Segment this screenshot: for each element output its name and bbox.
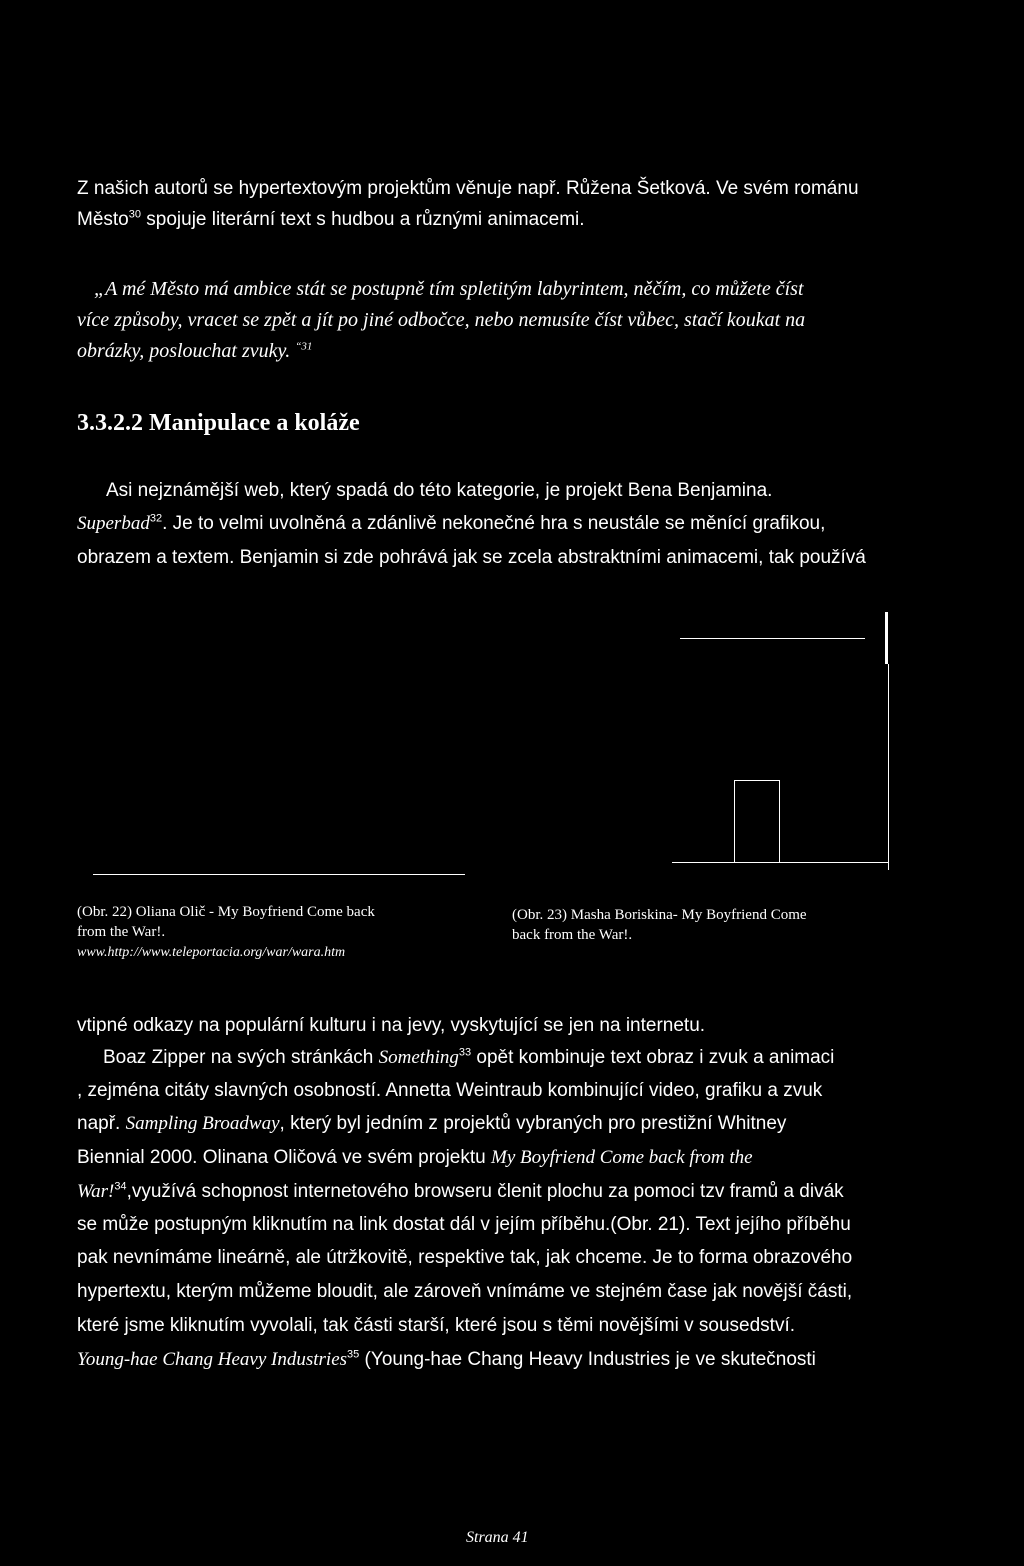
text-fragment: (Young-hae Chang Heavy Industries je ve skutečnosti [359, 1349, 816, 1370]
left-figure-caption-url[interactable]: www.http://www.teleportacia.org/war/wara.htm [77, 945, 346, 960]
paragraph-3-line-4 [77, 1112, 786, 1136]
paragraph-2-line-2 [77, 512, 825, 536]
work-title: Something [378, 1047, 459, 1068]
paragraph-1-line-2 [77, 208, 585, 232]
section-number: 3.3.2.2 [77, 410, 143, 436]
left-figure-caption-line-2: from the War!. [77, 924, 166, 940]
text-fragment: spojuje literární text s hudbou a různými animacemi. [146, 209, 585, 230]
footnote-ref: 30 [128, 208, 141, 221]
right-figure-caption-line-1: (Obr. 23) Masha Boriskina- My Boyfriend Come [512, 907, 807, 923]
work-title: Young-hae Chang Heavy Industries [77, 1349, 348, 1370]
paragraph-3-line-6 [77, 1180, 844, 1204]
paragraph-3-line-3: , zejména citáty slavných osobností. Annetta Weintraub kombinující video, grafiku a zvuk [77, 1080, 823, 1101]
figure-frame-edge-mark [885, 612, 888, 664]
work-title: My Boyfriend Come back from the [491, 1147, 753, 1168]
text-fragment: obrázky, poslouchat zvuky. [77, 340, 291, 362]
text-fragment: Biennial 2000. Olinana Oličová ve svém projektu [77, 1147, 492, 1168]
paragraph-3-line-2 [103, 1046, 834, 1070]
footnote-ref: 35 [347, 1348, 360, 1361]
section-heading [77, 410, 360, 437]
text-fragment: např. [77, 1113, 126, 1134]
paragraph-3-line-7: se může postupným kliknutím na link dostat dál v jejím příběhu.(Obr. 21). Text jejího příběhu [77, 1214, 851, 1235]
quote-line-1: „A mé Město má ambice stát se postupně tím spletitým labyrintem, něčím, co můžete číst [94, 278, 804, 300]
left-figure-caption-line-1: (Obr. 22) Oliana Olič - My Boyfriend Come back [77, 904, 375, 920]
paragraph-3-line-10: které jsme kliknutím vyvolali, tak části starší, které jsou s těmi novějšími v sousedství. [77, 1315, 796, 1336]
text-fragment: , který byl jedním z projektů vybraných pro prestižní Whitney [279, 1113, 787, 1134]
text-fragment: ,využívá schopnost internetového browseru členit plochu za pomoci tzv framů a divák [126, 1181, 844, 1202]
paragraph-3-line-5 [77, 1146, 753, 1170]
quote-line-3 [77, 339, 312, 363]
figure-box-right [779, 780, 780, 862]
footnote-ref: 34 [114, 1180, 127, 1193]
left-figure-bottom-line [93, 874, 465, 875]
paragraph-1-line-1: Z našich autorů se hypertextovým projektům věnuje např. Růžena Šetková. Ve svém románu [77, 178, 859, 199]
work-title: Superbad [77, 513, 150, 534]
paragraph-2-line-1: Asi nejznámější web, který spadá do této kategorie, je projekt Bena Benjamina. [106, 480, 773, 501]
figure-frame-bottom-line [672, 862, 889, 863]
paragraph-3-line-11 [77, 1348, 816, 1372]
page-number: Strana 41 [466, 1529, 529, 1546]
text-fragment: Boaz Zipper na svých stránkách [103, 1047, 379, 1068]
section-title: Manipulace a koláže [149, 410, 360, 436]
figure-box-top [734, 780, 780, 781]
figure-box-left [734, 780, 735, 862]
paragraph-3-line-1: vtipné odkazy na populární kulturu i na jevy, vyskytující se jen na internetu. [77, 1015, 706, 1036]
text-fragment: opět kombinuje text obraz i zvuk a animaci [471, 1047, 835, 1068]
right-figure-caption-line-2: back from the War!. [512, 927, 633, 943]
footnote-ref: “31 [295, 340, 313, 353]
work-title: Sampling Broadway [125, 1113, 280, 1134]
paragraph-2-line-3: obrazem a textem. Benjamin si zde pohrává jak se zcela abstraktními animacemi, tak používá [77, 547, 866, 568]
paragraph-3-line-9: hypertextu, kterým můžeme bloudit, ale zároveň vnímáme ve stejném čase jak novější části, [77, 1281, 853, 1302]
quote-line-2: více způsoby, vracet se zpět a jít po jiné odbočce, nebo nemusíte číst vůbec, stačí koukat na [77, 309, 806, 331]
figure-frame-right-line [888, 664, 889, 870]
figure-frame-top-line [680, 638, 865, 639]
work-title: War! [77, 1181, 115, 1202]
text-fragment: . Je to velmi uvolněná a zdánlivě nekonečné hra s neustále se měnící grafikou, [162, 513, 826, 534]
paragraph-3-line-8: pak nevnímáme lineárně, ale útržkovitě, respektive tak, jak chceme. Je to forma obrazového [77, 1247, 853, 1268]
footnote-ref: 32 [149, 512, 163, 525]
footnote-ref: 33 [458, 1046, 472, 1059]
text-fragment: Město [77, 209, 129, 230]
